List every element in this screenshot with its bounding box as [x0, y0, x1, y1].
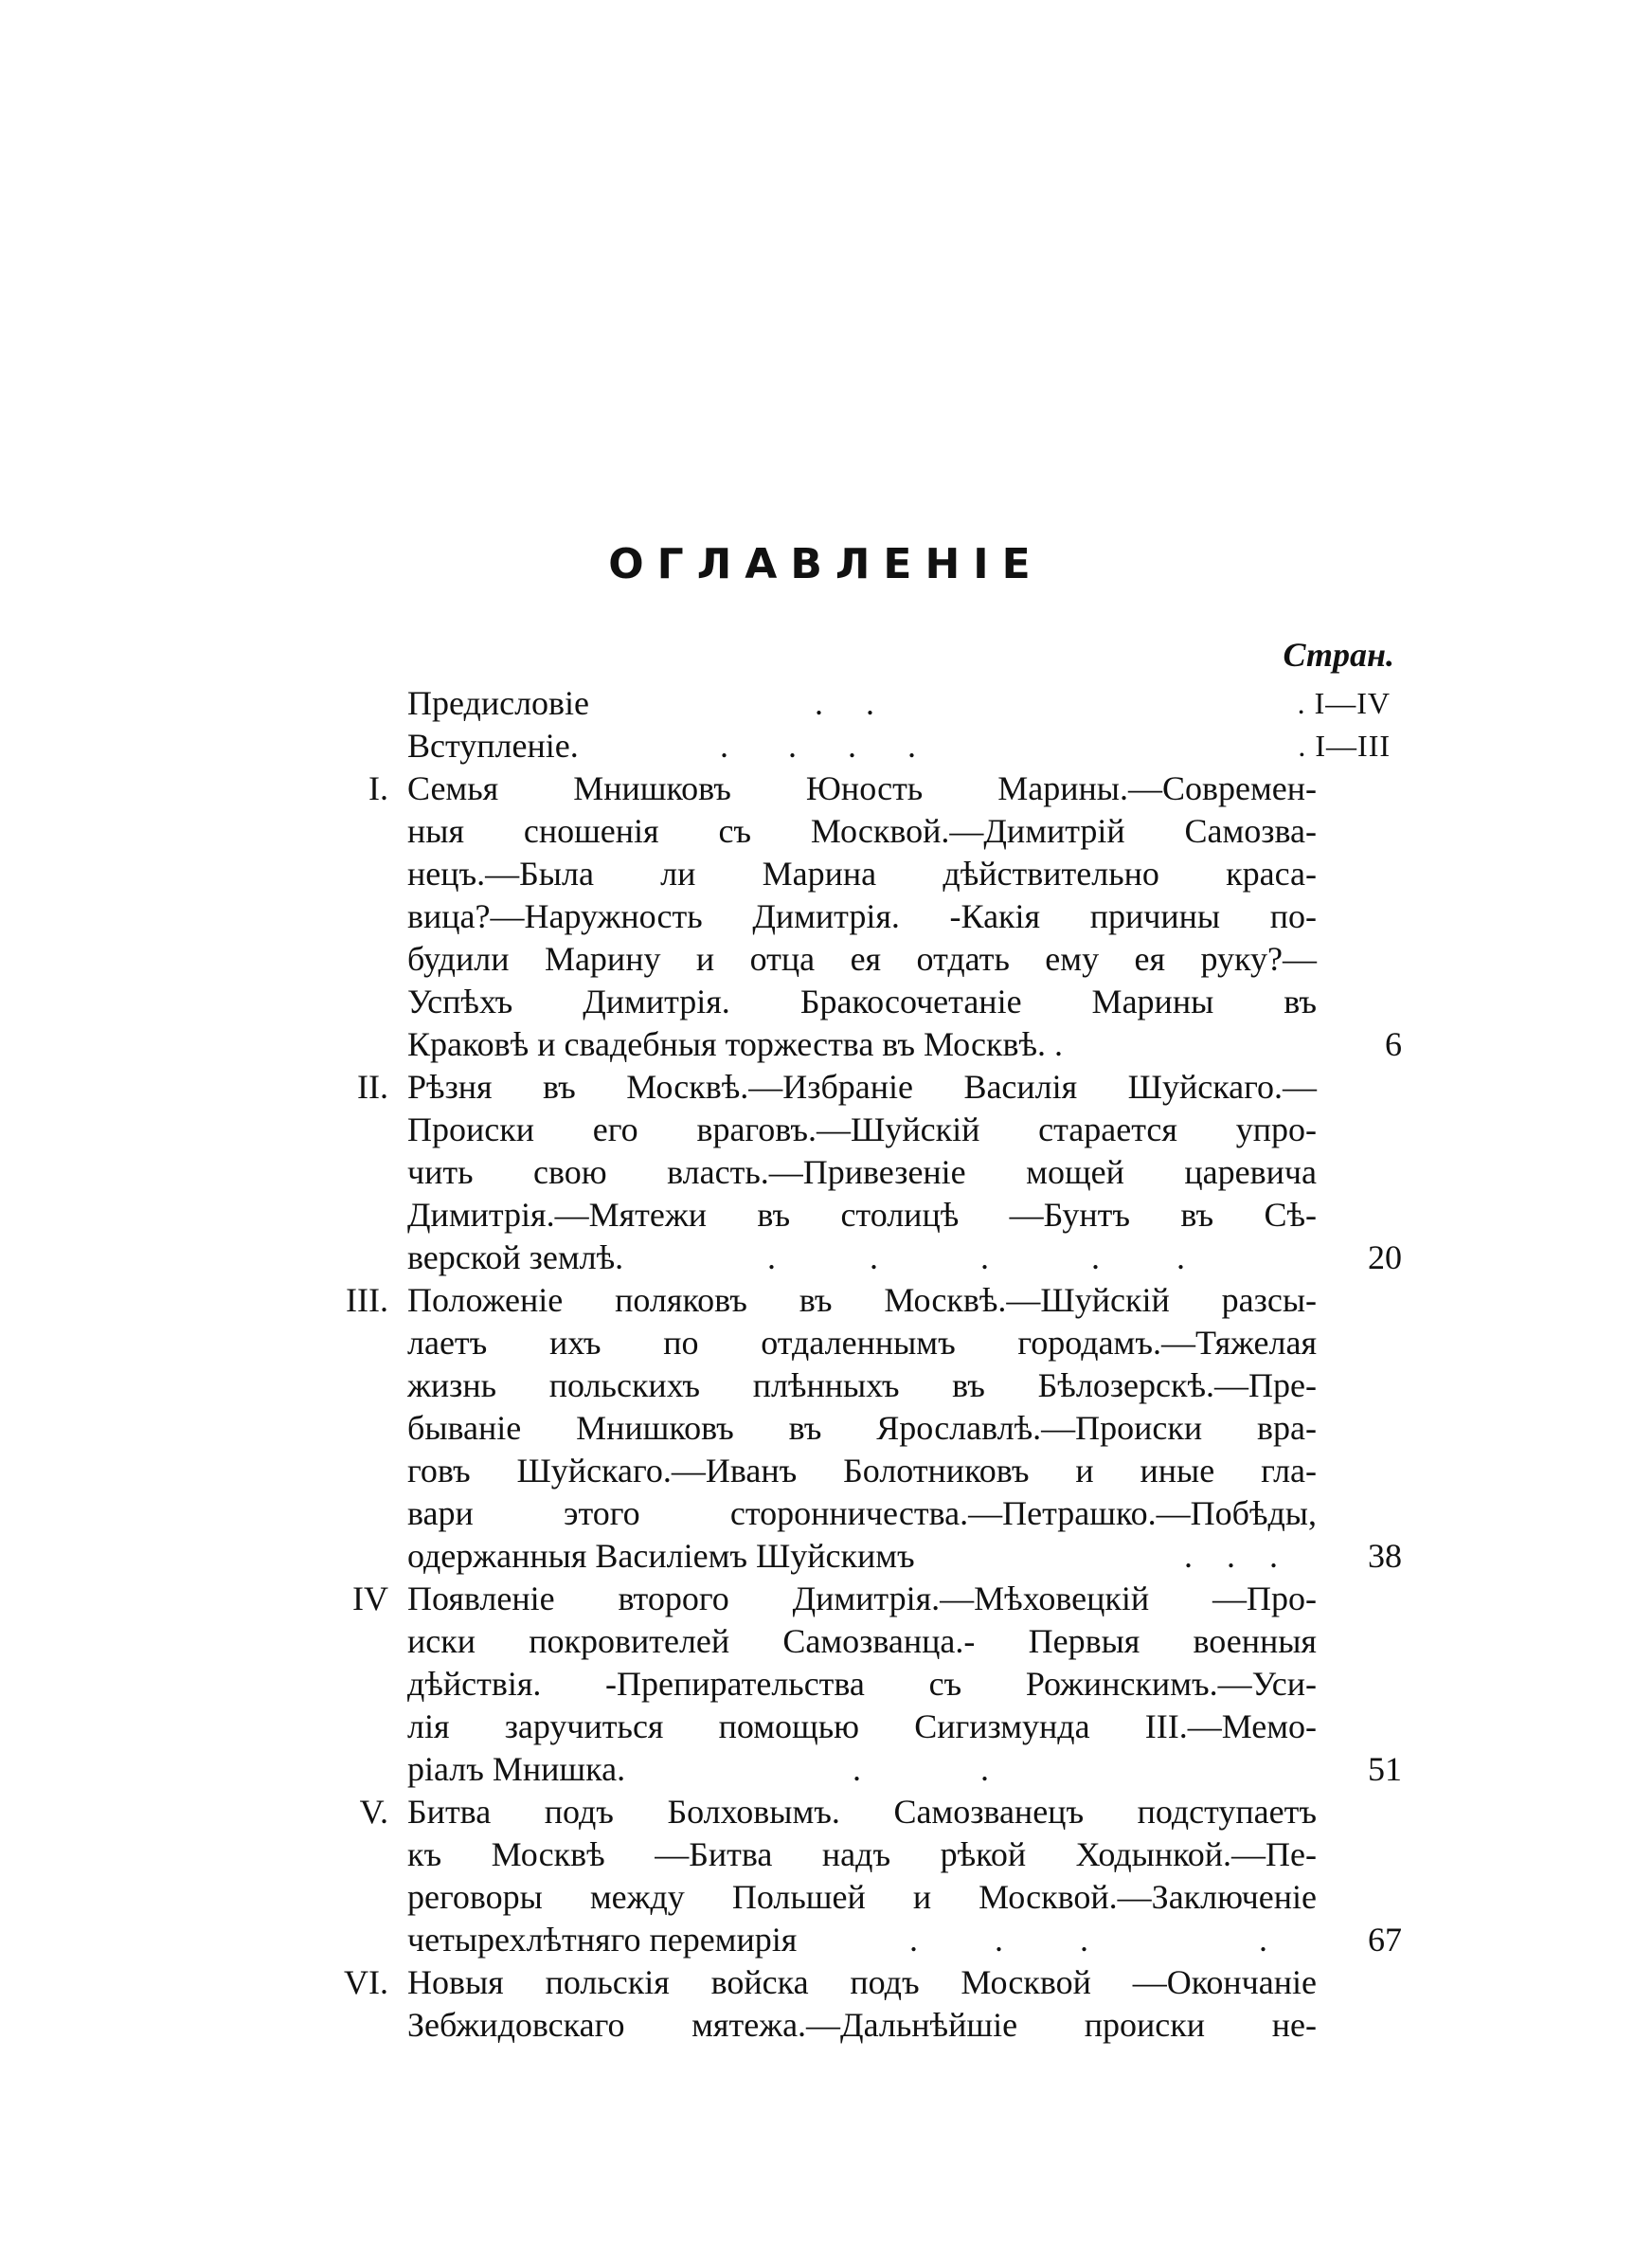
- leader-dots: . . .: [1184, 1537, 1278, 1575]
- chapter-line: Рѣзня въ Москвѣ.—Избраніе Василія Шуйскаго.—: [407, 1068, 1317, 1106]
- chapter-line: Краковѣ и свадебныя торжества въ Москвѣ. .: [407, 1025, 1064, 1063]
- leader-dots: . .: [853, 1750, 989, 1788]
- chapter-line: Битва подъ Болховымъ. Самозванецъ подступаетъ: [407, 1793, 1317, 1831]
- toc-entry-title: Предисловіе: [407, 684, 590, 722]
- chapter-line: Зебжидовскаго мятежа.—Дальнѣйшіе происки не-: [407, 2006, 1317, 2044]
- chapter-number: II.: [357, 1068, 388, 1106]
- chapter-line: вица?—Наружность Димитрія. -Какія причины по-: [407, 897, 1317, 935]
- chapter-number: IV: [352, 1580, 388, 1617]
- chapter-page: 20: [1368, 1238, 1402, 1276]
- toc-chapter-4: [322, 1578, 1402, 1791]
- chapter-line: говъ Шуйскаго.—Иванъ Болотниковъ и иные гла-: [407, 1452, 1317, 1490]
- chapter-line: чить свою власть.—Привезеніе мощей царевича: [407, 1153, 1317, 1191]
- chapter-number: I.: [368, 769, 388, 807]
- chapter-line: ныя сношенія съ Москвой.—Димитрій Самозва-: [407, 812, 1317, 850]
- leader-dots: . .: [815, 684, 874, 722]
- chapter-page: 6: [1385, 1025, 1402, 1063]
- toc-chapter-2: [322, 1066, 1402, 1279]
- chapter-line: Положеніе поляковъ въ Москвѣ.—Шуйскій разсы-: [407, 1281, 1317, 1319]
- toc-entry-pages: . I—III: [1298, 729, 1391, 763]
- chapter-line: Новыя польскія войска подъ Москвой —Окончаніе: [407, 1963, 1317, 2001]
- chapter-line: реговоры между Польшей и Москвой.—Заключеніе: [407, 1878, 1317, 1916]
- page-title: ОГЛАВЛЕНІЕ: [608, 540, 1044, 588]
- chapter-line: бываніе Мнишковъ въ Ярославлѣ.—Происки вра-: [407, 1409, 1317, 1447]
- toc-chapter-5: [322, 1791, 1402, 1961]
- toc-entry-title: Вступленіе.: [407, 727, 579, 765]
- chapter-line: лаетъ ихъ по отдаленнымъ городамъ.—Тяжелая: [407, 1324, 1317, 1362]
- leader-dots: . . . . .: [767, 1238, 1185, 1276]
- chapter-line: одержанныя Василіемъ Шуйскимъ: [407, 1537, 915, 1575]
- leader-dots: . . . .: [909, 1921, 1267, 1959]
- chapter-page: 38: [1368, 1537, 1402, 1575]
- chapter-line: Димитрія.—Мятежи въ столицѣ —Бунтъ въ Сѣ-: [407, 1196, 1317, 1234]
- chapter-line: четырехлѣтняго перемирія: [407, 1921, 798, 1959]
- toc-entry-pages: . I—IV: [1297, 686, 1391, 720]
- chapter-number: VI.: [344, 1963, 388, 2001]
- chapter-line: лія заручиться помощью Сигизмунда III.—Мемо-: [407, 1707, 1317, 1745]
- chapter-line: Семья Мнишковъ Юность Марины.—Современ-: [407, 769, 1317, 807]
- chapter-line: вари этого сторонничества.—Петрашко.—Побѣды,: [407, 1494, 1317, 1532]
- chapter-page: 51: [1368, 1750, 1402, 1788]
- toc-chapter-3: [322, 1279, 1402, 1578]
- table-of-contents: [322, 682, 1402, 2047]
- toc-entry-preface: [322, 682, 1402, 725]
- chapter-line: Происки его враговъ.—Шуйскій старается упро-: [407, 1110, 1317, 1148]
- chapter-line: нецъ.—Была ли Марина дѣйствительно краса-: [407, 855, 1317, 893]
- toc-chapter-6: [322, 1961, 1402, 2047]
- chapter-line: Успѣхъ Димитрія. Бракосочетаніе Марины въ: [407, 983, 1317, 1020]
- chapter-line: жизнь польскихъ плѣнныхъ въ Бѣлозерскѣ.—Пре-: [407, 1366, 1317, 1404]
- chapter-line: Появленіе второго Димитрія.—Мѣховецкій —Про-: [407, 1580, 1317, 1617]
- chapter-line: къ Москвѣ —Битва надъ рѣкой Ходынкой.—Пе-: [407, 1835, 1317, 1873]
- leader-dots: . . . .: [720, 727, 916, 765]
- chapter-line: верской землѣ.: [407, 1238, 624, 1276]
- chapter-number: III.: [346, 1281, 388, 1319]
- pages-column-header: Стран.: [1283, 636, 1394, 674]
- chapter-line: ріалъ Мнишка.: [407, 1750, 626, 1788]
- chapter-page: 67: [1368, 1921, 1402, 1959]
- toc-chapter-1: [322, 767, 1402, 1066]
- toc-entry-introduction: [322, 725, 1402, 767]
- chapter-line: будили Марину и отца ея отдать ему ея руку?—: [407, 940, 1317, 978]
- chapter-line: дѣйствія. -Препирательства съ Рожинскимъ.—Уси-: [407, 1665, 1317, 1703]
- chapter-number: V.: [359, 1793, 388, 1831]
- chapter-line: иски покровителей Самозванца.- Первыя военныя: [407, 1622, 1317, 1660]
